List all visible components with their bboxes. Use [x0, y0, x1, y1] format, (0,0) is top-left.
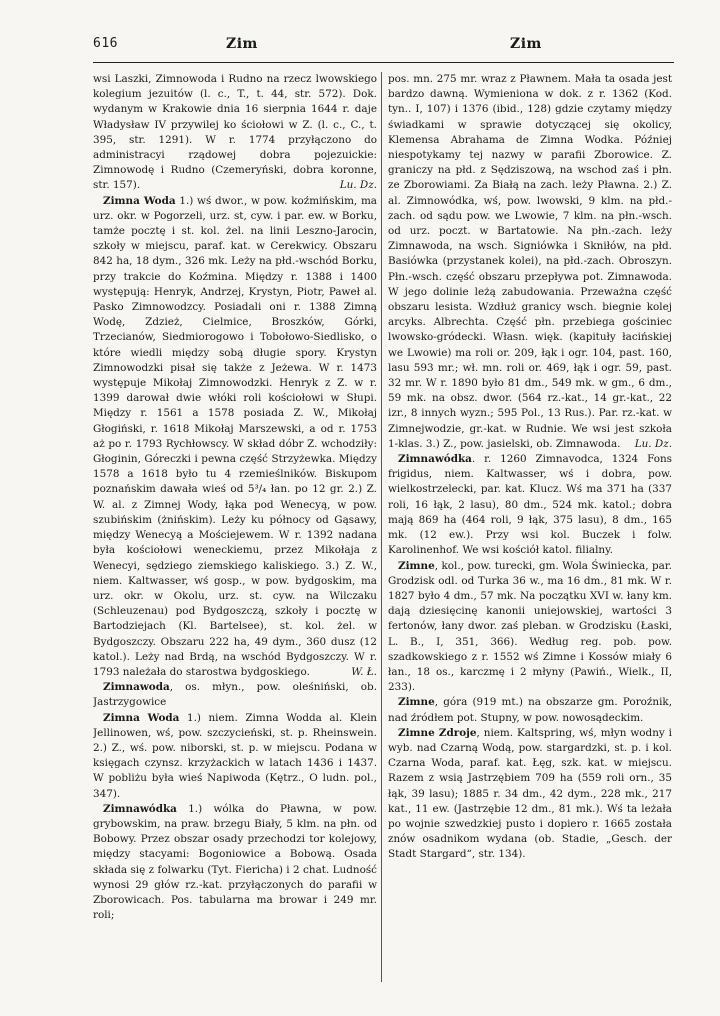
entry-headword: Zimna Woda: [103, 711, 180, 724]
entry-headword: Zimne Zdroje: [398, 726, 477, 739]
entry-text: 1.) wś dwor., w pow. koźmińskim, ma urz. okr. w Pogorzeli, urz. st, cyw. i par. ew. w Borku, tamże pocztę i st. kol. żel. na linii Leszno-Jarocin, szkoły w miejscu, paraf. kat. w Cerekwicy. Obszaru 842 ha, 18 dym., 326 mk. Leży na płd.-wschód Borku, przy trakcie do Koźmina. Między r. 1388 i 1400 występują: Henryk, Andrzej, Krystyn, Piotr, Paweł al. Pasko Zimnowodzcy. Posiadali oni r. 1388 Zimną Wodę, Zdzież, Cielmice, Broszków, Górki, Trzecianów, Siedmiorogowo i Tobołowo-Siedlisko, o które wiedli między sobą długie spory. Krystyn Zimnowodzki pisał się także z Jeżewa. W r. 1473 występuje Mikołaj Zimnowodzki. Henryk z Z. w r. 1399 darował dwie włóki roli kościołowi w Słupi. Między r. 1561 a 1578 posiada Z. W., Mikołaj Głogiński, r. 1618 Mikołaj Marszewski, a od r. 1753 aż po r. 1793 Rychłowscy. W skład dóbr Z. wchodziły: Głoginin, Góreczki i pewna część Strzyżewka. Między 1578 a 1618 było tu 4 rzemieślników. Biskupom poznańskim dawała wieś od 5³/₄ łan. po 12 gr. 2.) Z. W. al. z Zimnej Wody, łąka pod Wenecyą, w pow. szubińskim (żnińskim). Leży ku północy od Gąsawy, między Wenecyą a Mościejewem. W r. 1392 nadana była kościołowi weneckiemu, przez Mikołaja z Wenecyi, sędziego ziemskiego kaliskiego. 3.) Z. W., niem. Kaltwasser, wś gosp., w pow. bydgoskim, ma urz. okr. w Okolu, urz. st. cyw. na Wilczaku (Schleuzenau) pod Bydgoszczą, szkoły i pocztę w Bartodziejach (Kl. Bartelsee), st. kol. żel. w Bydgoszczy. Obszaru 222 ha, 49 dym., 360 dusz (12 katol.). Leży nad Brdą, na wschód Bydgoszczy. W r. 1793 należała do starostwa bydgoskiego.: [93, 194, 377, 678]
entry-text: , niem. Kaltspring, wś, młyn wodny i wyb. nad Czarną Wodą, pow. stargardzki, st. p. i kol. Czarna Woda, paraf. kat. Łęg, szk. kat. w miejscu. Razem z wsią Jastrzębiem 709 ha (559 roli orn., 35 łąk, 39 lasu); 1885 r. 34 dm., 42 dym., 228 mk., 217 kat., 11 ew. (Jastrzębie 12 dm., 81 mk.). Wś ta leżała po wojnie szwedzkiej pusto i dopiero r. 1665 została znów osadnikom wydana (ob. Stadie, „Gesch. der Stadt Stargard“, str. 134).: [388, 726, 672, 861]
entry-headword: Zimna Woda: [103, 194, 176, 207]
entry-text: . r. 1260 Zimnavodca, 1324 Fons frigidus, niem. Kaltwasser, wś i dobra, pow. wielkostrzelecki, par. kat. Klucz. Wś ma 371 ha (337 roli, 16 łąk, 2 lasu), 80 dm., 524 mk. katol.; dobra mają 869 ha (464 roli, 9 łąk, 375 lasu), 8 dm., 165 mk. (12 ew.). Przy wsi kol. Buczek i folw. Karolinenhof. We wsi kościół katol. filialny.: [388, 453, 672, 557]
running-head-right: Zim: [510, 36, 542, 52]
author-signature: Lu. Dz.: [634, 437, 672, 450]
entry-text: , góra (919 mt.) na obszarze gm. Poroźnik, nad źródłem pot. Stupny, w pow. nowosądeckim.: [388, 696, 672, 724]
dictionary-entry: [93, 711, 377, 802]
column-divider: [381, 72, 382, 982]
entry-headword: Zimnawódka: [398, 453, 472, 466]
entry-text: wsi Laszki, Zimnowoda i Rudno na rzecz lwowskiego kolegium jezuitów (l. c., T., t. 44, str. 572). Dok. wydanym w Krakowie dnia 16 sierpnia 1644 r. daje Władysław IV przywilej ko ściołowi w Z. (l. c., C., t. 395, str. 1291). W r. 1774 przyłączono do administracyi rządowej dobra pojezuickie: Zimnowodę i Rudno (Czemeryński, dobra koronne, str. 157).: [93, 73, 377, 192]
running-head-left: Zim: [226, 36, 258, 52]
dictionary-entry: [93, 194, 377, 681]
entry-headword: Zimne: [398, 559, 435, 572]
dictionary-entry: [93, 802, 377, 924]
entry-text: , kol., pow. turecki, gm. Wola Świniecka, par. Grodzisk odl. od Turka 36 w., ma 16 dm., 81 mk. W r. 1827 było 4 dm., 57 mk. Na początku XVI w. łany km. dają dziesięcinę kanonii uniejowskiej, wartości 3 fertonów, łany dwor. zaś pleban. w Grodzisku (Łaski, L. B., I, 351, 366). Według reg. pob. pow. szadkowskiego z r. 1552 wś Zimne i Kossów miały 6 łan., 18 os., karczmę i 2 młyny (Pawiń., Wielk., II, 233).: [388, 559, 672, 694]
dictionary-entry: [388, 726, 672, 863]
dictionary-entry: [388, 452, 672, 558]
entry-continuation: [388, 72, 672, 452]
entry-text: , os. młyn., pow. oleśniński, ob. Jastrzygowice: [93, 681, 377, 709]
entry-continuation: [93, 72, 377, 194]
entry-text: 1.) niem. Zimna Wodda al. Klein Jellinowen, wś, pow. szczycieński, st. p. Rheinswein. 2.) Z., wś. pow. niborski, st. p. w miejscu. Podana w księgach czynsz. krzyżackich w latach 1436 i 1437. W pobliżu była wieś Napiwoda (Kętrz., O ludn. pol., 347).: [93, 711, 377, 800]
author-signature: W. Ł.: [351, 665, 377, 678]
entry-headword: Zimne: [398, 696, 435, 709]
header-rule: [93, 62, 674, 63]
dictionary-entry: [388, 559, 672, 696]
entry-text: 1.) wólka do Pławna, w pow. grybowskim, na praw. brzegu Biały, 5 klm. na płn. od Bobowy. Przez obszar osady przechodzi tor kolejowy, między stacyami: Bogoniowice a Bobową. Osada składa się z folwarku (Tyt. Fiericha) i 2 chat. Ludność wynosi 29 głów rz.-kat. przyłączonych do parafii w Zborowicach. Pos. tabularna ma browar i 249 mr. roli;: [93, 802, 377, 922]
author-signature: Lu. Dz.: [339, 179, 377, 192]
left-column: [93, 72, 377, 984]
entry-headword: Zimnawoda: [103, 681, 170, 694]
entry-text: pos. mn. 275 mr. wraz z Pławnem. Mała ta osada jest bardzo dawną. Wymieniona w dok. z r. 1362 (Kod. tyn.. I, 107) i 1376 (ibid., 128) gdzie czytamy między świadkami w sprawie dotyczącej się okolicy, Klemensa Abrahama de Zimna Wodka. Później niespotykamy tej nazwy w parafii Zborowice. Z. graniczy na płd. z Sędziszową, na wschod zaś i płn. ze Zborowiami. Za Białą na zach. leży Pławna. 2.) Z. al. Zimnowódka, wś, pow. lwowski, 9 klm. na płd.-zach. od sądu pow. we Lwowie, 7 klm. na płn.-wsch. od urz. poczt. w Bartatowie. Na płn.-zach. leży Zimnawoda, na wsch. Signiówka i Skniłów, na płd. Basiówka (przystanek kolei), na płd.-zach. Obroszyn. Płn.-wsch. część obszaru przepływa pot. Zimnawoda. W jego dolinie leżą zabudowania. Przeważna część obszaru lesista. Wzdłuż granicy wsch. biegnie kolej arcyks. Albrechta. Część płn. przebiega gościniec lwowsko-gródecki. Własn. więk. (kapituły łacińskiej we Lwowie) ma roli or. 209, łąk i ogr. 104, past. 160, lasu 593 mr.; wł. mn. roli or. 469, łąk i ogr. 59, past. 32 mr. W r. 1890 było 81 dm., 549 mk. w gm., 6 dm., 59 mk. na obsz. dwor. (564 rz.-kat., 14 gr.-kat., 22 izr., 8 innych wyzn.; 595 Pol., 13 Rus.). Par. rz.-kat. w Zimnejwodzie, gr.-kat. w Rudnie. We wsi jest szkoła 1-klas. 3.) Z., pow. jasielski, ob. Zimnawoda.: [388, 73, 672, 450]
dictionary-entry: [388, 695, 672, 725]
dictionary-entry: [93, 680, 377, 710]
entry-headword: Zimnawódka: [103, 802, 177, 815]
right-column: [388, 72, 672, 984]
page-number: 616: [93, 36, 118, 51]
